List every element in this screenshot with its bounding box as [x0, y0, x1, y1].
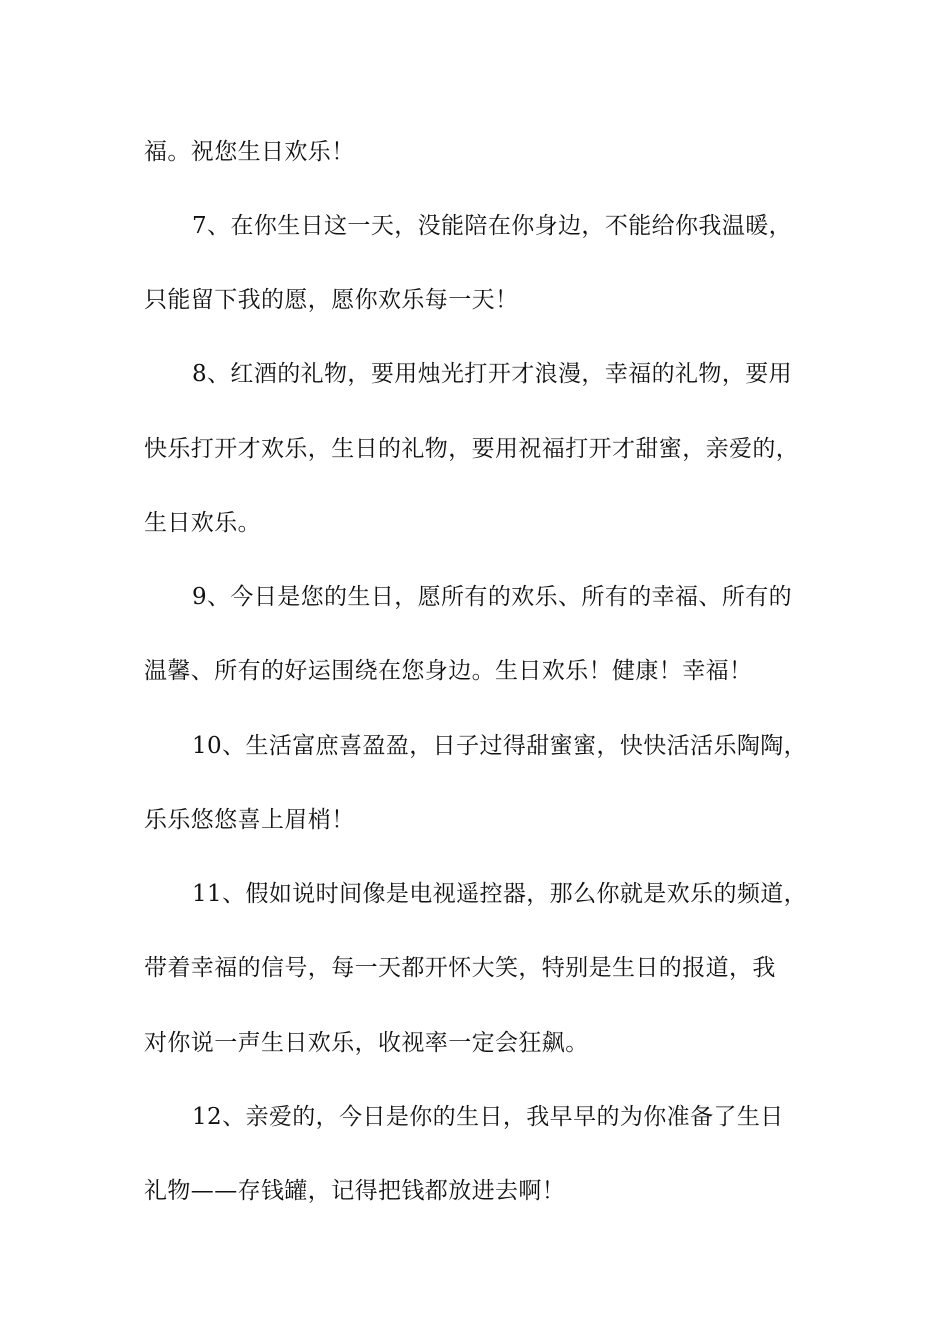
text-line: 对你说一声生日欢乐，收视率一定会狂飙。 — [144, 1030, 589, 1056]
text-line: 8、红酒的礼物，要用烛光打开才浪漫，幸福的礼物，要用 — [192, 361, 793, 387]
text-line: 礼物——存钱罐，记得把钱都放进去啊！ — [144, 1178, 566, 1204]
text-line: 福。祝您生日欢乐！ — [144, 139, 355, 165]
text-line: 快乐打开才欢乐，生日的礼物，要用祝福打开才甜蜜，亲爱的， — [144, 436, 800, 462]
text-line: 12、亲爱的，今日是你的生日，我早早的为你准备了生日 — [192, 1104, 784, 1130]
text-line: 生日欢乐。 — [144, 510, 261, 536]
text-line: 只能留下我的愿，愿你欢乐每一天！ — [144, 287, 519, 313]
text-line: 带着幸福的信号，每一天都开怀大笑，特别是生日的报道，我 — [144, 955, 776, 981]
text-line: 10、生活富庶喜盈盈，日子过得甜蜜蜜，快快活活乐陶陶， — [192, 733, 808, 759]
text-line: 7、在你生日这一天，没能陪在你身边，不能给你我温暖， — [192, 213, 793, 239]
text-line: 温馨、所有的好运围绕在您身边。生日欢乐！健康！幸福！ — [144, 658, 753, 684]
text-line: 11、假如说时间像是电视遥控器，那么你就是欢乐的频道， — [192, 881, 808, 907]
text-line: 9、今日是您的生日，愿所有的欢乐、所有的幸福、所有的 — [192, 584, 793, 610]
text-line: 乐乐悠悠喜上眉梢！ — [144, 807, 355, 833]
